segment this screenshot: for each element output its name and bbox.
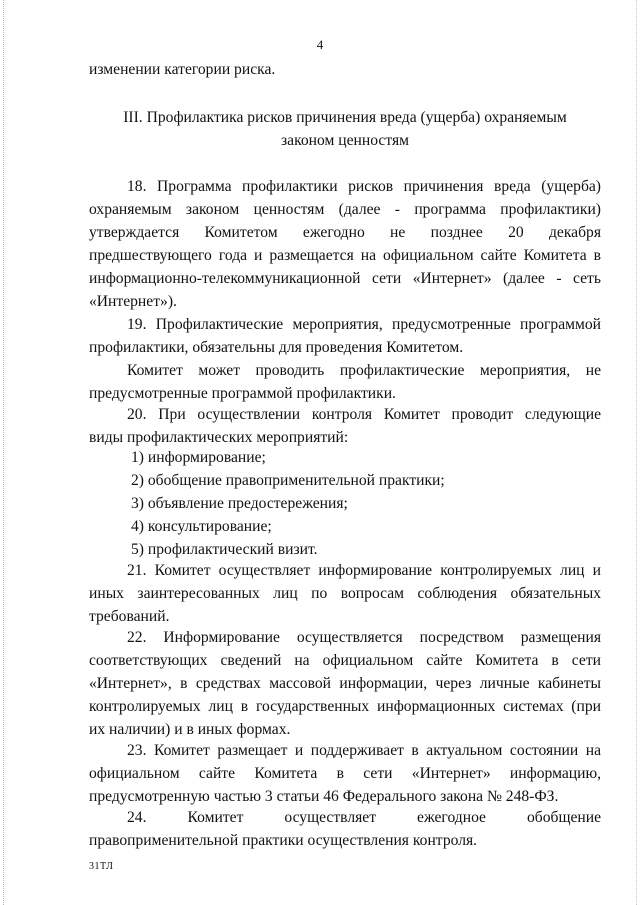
text-line: «Интернет»). <box>89 293 177 310</box>
scan-edge-left <box>3 0 5 905</box>
text-line: 19. Профилактические мероприятия, предусмотренные программой <box>127 316 601 333</box>
section-title <box>89 106 601 152</box>
text-line: предусмотренные программой профилактики. <box>89 385 396 402</box>
text-line: 22. Информирование осуществляется посредством размещения <box>127 629 601 646</box>
prevention-measures-list <box>89 446 601 561</box>
list-item: 3) объявление предостережения; <box>131 495 348 512</box>
text-line: их наличии) и в иных формах. <box>89 721 291 738</box>
text-line: предшествующего года и размещается на официальном сайте Комитета в <box>89 247 601 264</box>
text-line: правоприменительной практики осуществления контроля. <box>89 832 478 849</box>
text-line: требований. <box>89 608 170 625</box>
paragraph-23 <box>89 739 601 808</box>
text-line: Комитет может проводить профилактические мероприятия, не <box>127 362 601 379</box>
paragraph-19-continued <box>89 359 601 405</box>
intro-continuation <box>89 58 601 81</box>
list-item: 1) информирование; <box>131 449 266 466</box>
text-line: изменении категории риска. <box>89 61 276 78</box>
paragraph-19 <box>89 313 601 359</box>
text-line: 18. Программа профилактики рисков причинения вреда (ущерба) <box>127 178 601 195</box>
paragraph-20 <box>89 403 601 449</box>
section-title-line: III. Профилактика рисков причинения вреда (ущерба) охраняемым <box>123 109 567 126</box>
paragraph-24 <box>89 806 601 852</box>
text-line: профилактики, обязательны для проведения Комитетом. <box>89 339 464 356</box>
list-item: 4) консультирование; <box>131 518 272 535</box>
text-line: 21. Комитет осуществляет информирование контролируемых лиц и <box>127 562 601 579</box>
text-line: 20. При осуществлении контроля Комитет проводит следующие <box>127 406 601 423</box>
page-number: 4 <box>316 37 324 52</box>
text-line: соответствующих сведений на официальном сайте Комитета в сети <box>89 652 601 669</box>
text-line: 23. Комитет размещает и поддерживает в актуальном состоянии на <box>127 742 601 759</box>
text-line: официальном сайте Комитета в сети «Интернет» информацию, <box>89 765 601 782</box>
scan-edge-right <box>636 0 638 905</box>
text-line: «Интернет», в средствах массовой информации, через личные кабинеты <box>89 675 601 692</box>
footer-document-code: 31ТЛ <box>89 861 114 872</box>
text-line: утверждается Комитетом ежегодно не позднее 20 декабря <box>89 224 601 241</box>
text-line: охраняемым законом ценностям (далее - программа профилактики) <box>89 201 601 218</box>
text-line: виды профилактических мероприятий: <box>89 429 349 446</box>
text-line: информационно-телекоммуникационной сети «Интернет» (далее - сеть <box>89 270 601 287</box>
list-item: 5) профилактический визит. <box>131 541 318 558</box>
paragraph-21 <box>89 559 601 628</box>
text-line: предусмотренную частью 3 статьи 46 Федерального закона № 248-ФЗ. <box>89 788 559 805</box>
list-item: 2) обобщение правоприменительной практики; <box>131 472 445 489</box>
text-line: контролируемых лиц в государственных информационных системах (при <box>89 698 601 715</box>
paragraph-22 <box>89 626 601 741</box>
text-line: иных заинтересованных лиц по вопросам соблюдения обязательных <box>89 585 601 602</box>
text-line: 24. Комитет осуществляет ежегодное обобщение <box>127 809 601 826</box>
section-title-line: законом ценностям <box>281 132 409 149</box>
paragraph-18 <box>89 175 601 313</box>
